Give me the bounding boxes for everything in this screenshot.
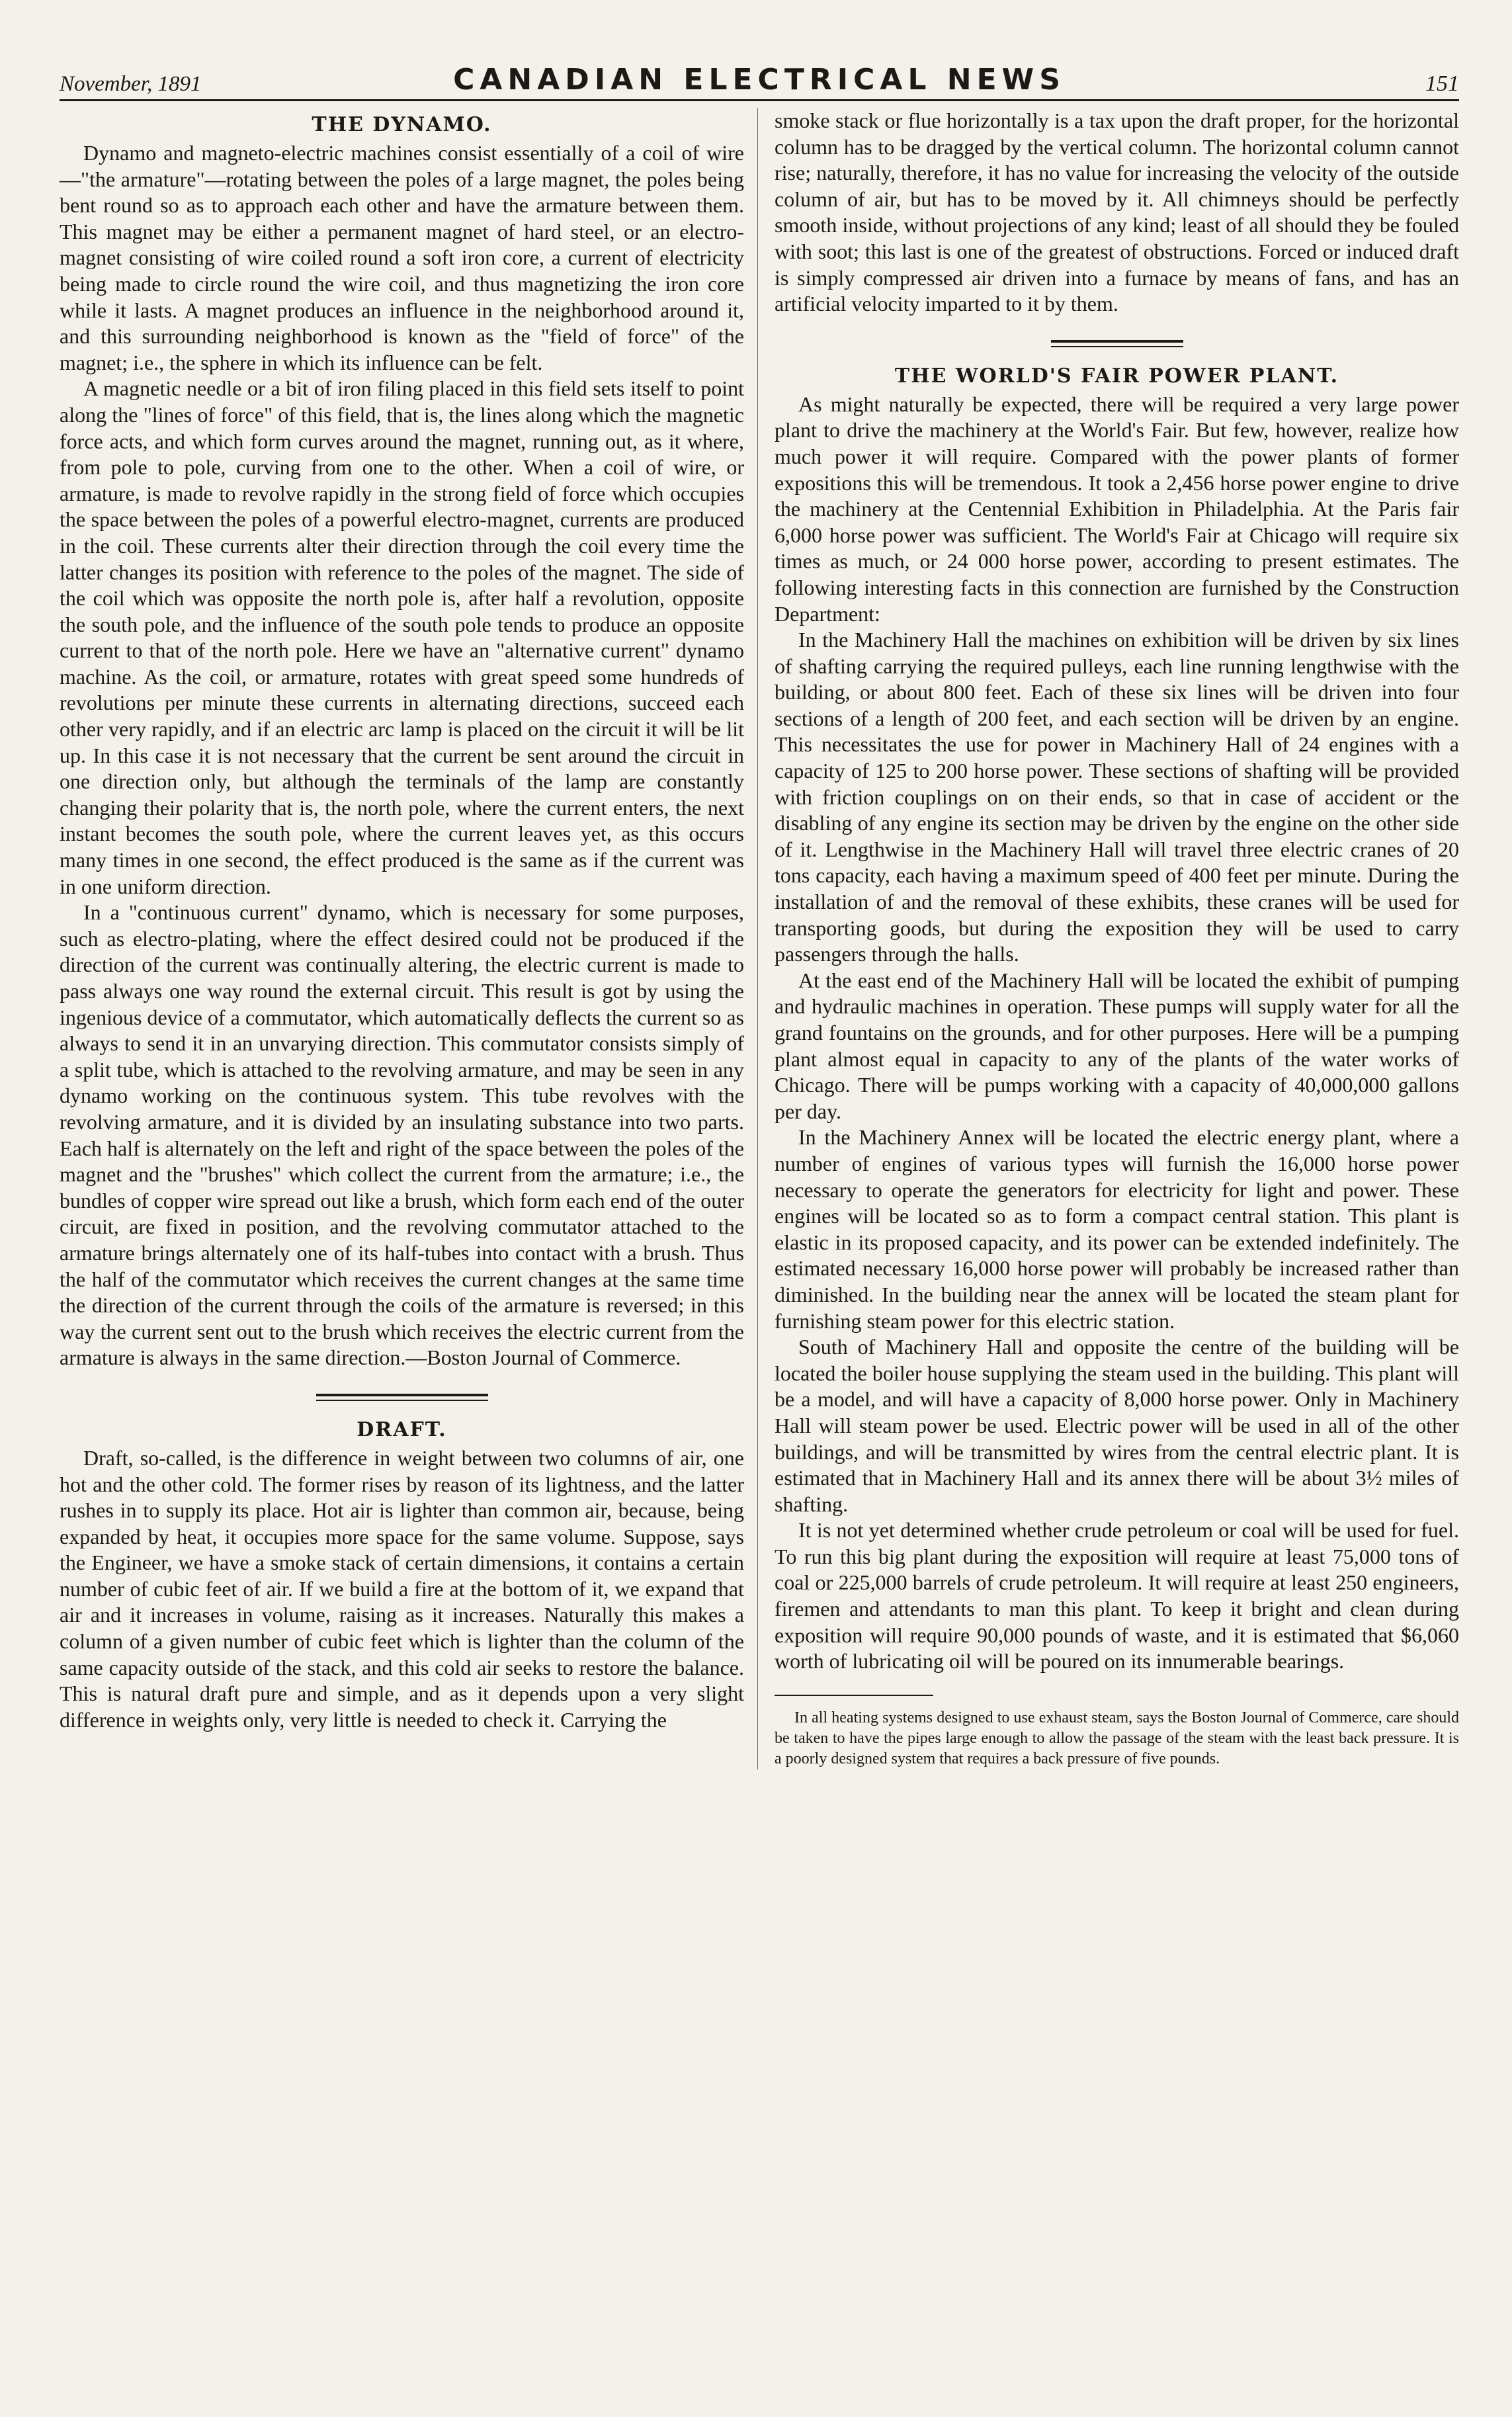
draft-heading: DRAFT. [357,1418,447,1441]
section-divider [1051,340,1183,347]
dynamo-paragraph: A magnetic needle or a bit of iron filing placed in this field sets itself to point along the "lines of force" of this field, that is, the lines along which the magnetic force acts, and which form curves around the magnet, running out, as it where, from pole to pole, curving from one to the other. When a coil of wire, or armature, is made to revolve rapidly in the strong field of force which occupies the space between the poles of a powerful electro-magnet, currents are produced in the coil. These currents alter their direction through the coil every time the latter changes its position with reference to the poles of the magnet. The side of the coil which was opposite the north pole is, after half a revolution, opposite the south pole, and the influence of the south pole tends to produce an opposite current to that of the north pole. Here we have an "alternative current" dynamo machine. As the coil, or armature, rotates with great speed some hundreds of revolutions per minute these currents in alternating directions, succeed each other very rapidly, and if an electric arc lamp is placed on the circuit it will be lit up. In this case it is not necessary that the current be sent around the circuit in one direction only, but although the terminals of the lamp are constantly changing their polarity that is, the north pole, where the current enters, the next instant becomes the south pole, where the current leaves yet, as this occurs many times in one second, the effect produced is the same as if the current was in one uniform direction. [60,376,744,898]
worlds-fair-paragraph: In the Machinery Hall the machines on exhibition will be driven by six lines of shafting carrying the required pulleys, each line running lengthwise with the building, or about 800 feet. Each of these six lines will be driven into four sections of a length of 200 feet, and each section will be driven by an engine. This necessitates the use for power in Machinery Hall of 24 engines with a capacity of 125 to 200 horse power. These sections of shafting will be provided with friction couplings on on their ends, so that in case of accident or the disabling of any engine its section may be driven by the engine on the other side of it. Lengthwise in the Machinery Hall will travel three electric cranes of 20 tons capacity, each having a maximum speed of 400 feet per minute. During the installation of and the removal of these exhibits, these cranes will be used for transporting goods, but during the exposition they will be used to carry passengers through the halls. [775,628,1459,966]
footnote-text: In all heating systems designed to use exhaust steam, says the Boston Journal of Commerce, care should be taken to have the pipes large enough to allow the passage of the steam with the least back pressure. It is a poorly designed system that requires a back pressure of five pounds. [775,1709,1459,1767]
article-columns [60,108,1459,1769]
draft-continuation: smoke stack or flue horizontally is a tax upon the draft proper, for the horizontal column has to be dragged by the vertical column. The horizontal column cannot rise; naturally, therefore, it has no value for increasing the velocity of the outside column of air, but has to be moved by it. All chimneys should be perfectly smooth inside, without projections of any kind; least of all should they be fouled with soot; this last is one of the greatest of obstructions. Forced or induced draft is simply compressed air driven into a furnace by means of fans, and has an artificial velocity imparted to it by them. [775,108,1459,316]
publication-title: CANADIAN ELECTRICAL NEWS [453,63,1066,97]
footnote-divider [775,1695,933,1696]
section-divider [316,1394,488,1401]
worlds-fair-paragraph: At the east end of the Machinery Hall will be located the exhibit of pumping and hydraulic machines in operation. These pumps will supply water for all the grand fountains on the grounds, and for other purposes. Here will be a pumping plant almost equal in capacity to any of the plants of the water works of Chicago. There will be pumps working with a capacity of 40,000,000 gallons per day. [775,968,1459,1123]
dynamo-paragraph: In a "continuous current" dynamo, which is necessary for some purposes, such as electro-plating, where the effect desired could not be produced if the direction of the current was continually altering, the electric current is made to pass always one way round the external circuit. This result is got by using the ingenious device of a commutator, which automatically deflects the current so as always to send it in an unvarying direction. This commutator consists simply of a split tube, which is attached to the revolving armature, and may be seen in any dynamo working on the continuous system. This tube revolves with the revolving armature, and it is divided by an insulating substance into two parts. Each half is alternately on the left and right of the space between the poles of the magnet and the "brushes" which collect the current from the armature; i.e., the bundles of copper wire spread out like a brush, which form each end of the outer circuit, are fixed in position, and the revolving commutator attached to the armature brings alternately one of its half-tubes into contact with a brush. Thus the half of the commutator which receives the current changes at the same time the direction of the current through the coils of the armature is reversed; in this way the current sent out to the brush which receives the electric current from the armature is always in the same direction.—Boston Journal of Commerce. [60,900,744,1370]
worlds-fair-paragraph: As might naturally be expected, there will be required a very large power plant to drive the machinery at the World's Fair. But few, however, realize how much power it will require. Compared with the power plants of former expositions this will be tremendous. It took a 2,456 horse power engine to drive the machinery at the Centennial Exhibition in Philadelphia. At the Paris fair 6,000 horse power was sufficient. The World's Fair at Chicago will require six times as much, or 24 000 horse power, according to present estimates. The following interesting facts in this connection are furnished by the Construction Department: [775,392,1459,626]
left-column [60,108,758,1769]
issue-date: November, 1891 [60,72,202,96]
dynamo-paragraph: Dynamo and magneto-electric machines consist essentially of a coil of wire—"the armature"—rotating between the poles of a large magnet, the poles being bent round so as to approach each other and have the armature between them. This magnet may be either a permanent magnet of hard steel, or an electro-magnet consisting of wire coiled round a soft iron core, a current of electricity being made to circle round the wire coil, and thus magnetizing the iron core while it lasts. A magnet produces an influence in the neighborhood around it, and this surrounding neighborhood is known as the "field of force" of the magnet; i.e., the sphere in which its influence can be felt. [60,141,744,374]
right-column [775,108,1459,1769]
worlds-fair-paragraph: It is not yet determined whether crude petroleum or coal will be used for fuel. To run this big plant during the exposition will require at least 75,000 tons of coal or 225,000 barrels of crude petroleum. It will require at least 250 engineers, firemen and attendants to man this plant. To keep it bright and clean during exposition will require 90,000 pounds of waste, and it is estimated that $6,060 worth of lubricating oil will be poured on its innumerable bearings. [775,1518,1459,1674]
worlds-fair-paragraph: South of Machinery Hall and opposite the centre of the building will be located the boiler house supplying the steam used in the building. This plant will be a model, and will have a capacity of 8,000 horse power. Only in Machinery Hall will steam power be used. Electric power will be used in all of the other buildings, and will be transmitted by wires from the central electric plant. It is estimated that in Machinery Hall and its annex there will be about 3½ miles of shafting. [775,1335,1459,1516]
worlds-fair-heading: THE WORLD'S FAIR POWER PLANT. [894,364,1339,388]
page-number: 151 [1425,71,1459,96]
dynamo-heading: THE DYNAMO. [312,113,492,136]
draft-paragraph: Draft, so-called, is the difference in weight between two columns of air, one hot and the other cold. The former rises by reason of its lightness, and the latter rushes in to supply its place. Hot air is lighter than common air, because, being expanded by heat, it occupies more space for the same volume. Suppose, says the Engineer, we have a smoke stack of certain dimensions, it contains a certain number of cubic feet of air. If we build a fire at the bottom of it, we expand that air and it increases in volume, raising as it increases. Naturally this makes a column of a given number of cubic feet which is lighter than the column of the same capacity outside of the stack, and this cold air seeks to restore the balance. This is natural draft pure and simple, and as it depends upon a very slight difference in weights only, very little is needed to check it. Carrying the [60,1445,744,1732]
worlds-fair-paragraph: In the Machinery Annex will be located the electric energy plant, where a number of engines of various types will furnish the 16,000 horse power necessary to operate the generators for electricity for light and power. These engines will be located so as to form a compact central station. This plant is elastic in its proposed capacity, and its power can be extended indefinitely. The estimated necessary 16,000 horse power will probably be increased rather than diminished. In the building near the annex will be located the steam plant for furnishing steam power for this electric station. [775,1125,1459,1333]
masthead [60,56,1459,101]
